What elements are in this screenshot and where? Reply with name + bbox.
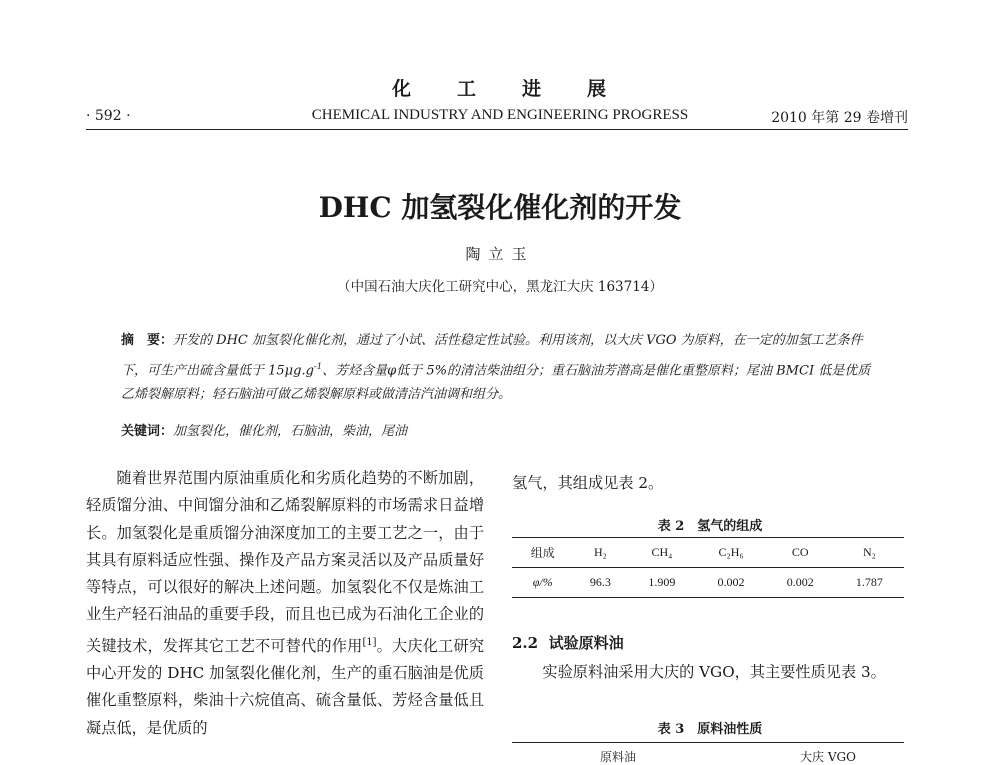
- table-cell: 0.002: [766, 568, 835, 598]
- header-divider: [86, 129, 908, 130]
- journal-title-cn: [0, 74, 1000, 101]
- abstract: [121, 329, 877, 408]
- keywords: [121, 420, 877, 439]
- journal-char: 化: [391, 78, 413, 100]
- keywords-label: 关键词：: [121, 424, 174, 439]
- table3-caption: 表 3 原料油性质: [657, 722, 763, 737]
- table3-top-rule: [512, 742, 904, 743]
- section-body: 实验原料油采用大庆的 VGO，其主要性质见表 3。: [542, 663, 886, 681]
- table-header-cell: H₂: [574, 538, 628, 568]
- journal-char: 进: [522, 78, 544, 100]
- table-header-cell: CO: [766, 538, 835, 568]
- table-cell: φ/%: [512, 568, 574, 598]
- table-cell: 1.787: [835, 568, 904, 598]
- abstract-text-b: 、芳烃含量φ低于 5%的清洁柴油组分；重石脑油芳潜高是催化重整原料；尾油 BMCI 低是优质乙烯裂解原料；轻石脑油可做乙烯裂解原料或做清洁汽油调和组分。: [121, 362, 871, 403]
- section-heading: [512, 632, 624, 653]
- table2-caption: 表 2 氢气的组成: [657, 519, 763, 534]
- article-title: DHC 加氢裂化催化剂的开发: [318, 191, 682, 224]
- intro-text-b: 。大庆化工研究中心开发的 DHC 加氢裂化催化剂，生产的重石脑油是优质催化重整原料，柴油十六烷值高、硫含量低、芳烃含量低且凝点低，是优质的: [86, 636, 485, 737]
- table3-header-cell: 大庆 VGO: [800, 750, 856, 764]
- table3-header-cell: 原料油: [600, 750, 637, 764]
- intro-text-a: 随着世界范围内原油重质化和劣质化趋势的不断加剧，轻质馏分油、中间馏分油和乙烯裂解原料的市场需求日益增长。加氢裂化是重质馏分油深度加工的主要工艺之一，由于其具有原料适应性强、操作及产品方案灵活以及产品质量好等特点，可以很好的解决上述问题。加氢裂化不仅是炼油工业生产轻石油品的重要手段，而且也已成为石油化工企业的关键技术，发挥其它工艺不可替代的作用: [86, 469, 484, 655]
- keywords-text: 加氢裂化，催化剂，石脑油，柴油，尾油: [173, 424, 408, 439]
- journal-char: 展: [587, 78, 609, 100]
- intro-paragraph: [86, 465, 484, 742]
- page-number: · 592 ·: [86, 108, 131, 124]
- table-header-row: [512, 538, 904, 568]
- author: 陶立玉: [465, 245, 535, 263]
- section-number: 2.2: [512, 634, 539, 652]
- table-cell: 0.002: [696, 568, 765, 598]
- abstract-text-a: 开发的 DHC 加氢裂化催化剂，通过了小试、活性稳定性试验。利用该剂，以大庆 VGO 为原料，在一定的加氢工艺条件下，可生产出硫含量低于 15μg.g: [121, 333, 863, 378]
- journal-char: 工: [456, 78, 478, 100]
- table2: [512, 537, 904, 598]
- table-header-cell: C₂H₆: [696, 538, 765, 568]
- table-header-cell: N₂: [835, 538, 904, 568]
- table-cell: 96.3: [574, 568, 628, 598]
- affiliation: （中国石油大庆化工研究中心，黑龙江大庆 163714）: [337, 279, 663, 295]
- citation-ref: [1]: [362, 636, 377, 648]
- abstract-unit-exponent: -1: [313, 360, 323, 371]
- table-row: [512, 568, 904, 598]
- table-cell: 1.909: [627, 568, 696, 598]
- table-header-cell: 组成: [512, 538, 574, 568]
- table-header-cell: CH₄: [627, 538, 696, 568]
- section-title: 试验原料油: [548, 634, 624, 652]
- hydrogen-intro-line: 氢气，其组成见表 2。: [512, 474, 664, 492]
- body-left-column: [86, 465, 484, 742]
- issue-info: 2010 年第 29 卷增刊: [771, 110, 908, 126]
- journal-title-en: CHEMICAL INDUSTRY AND ENGINEERING PROGRESS: [311, 107, 689, 123]
- abstract-label: 摘 要：: [121, 333, 174, 348]
